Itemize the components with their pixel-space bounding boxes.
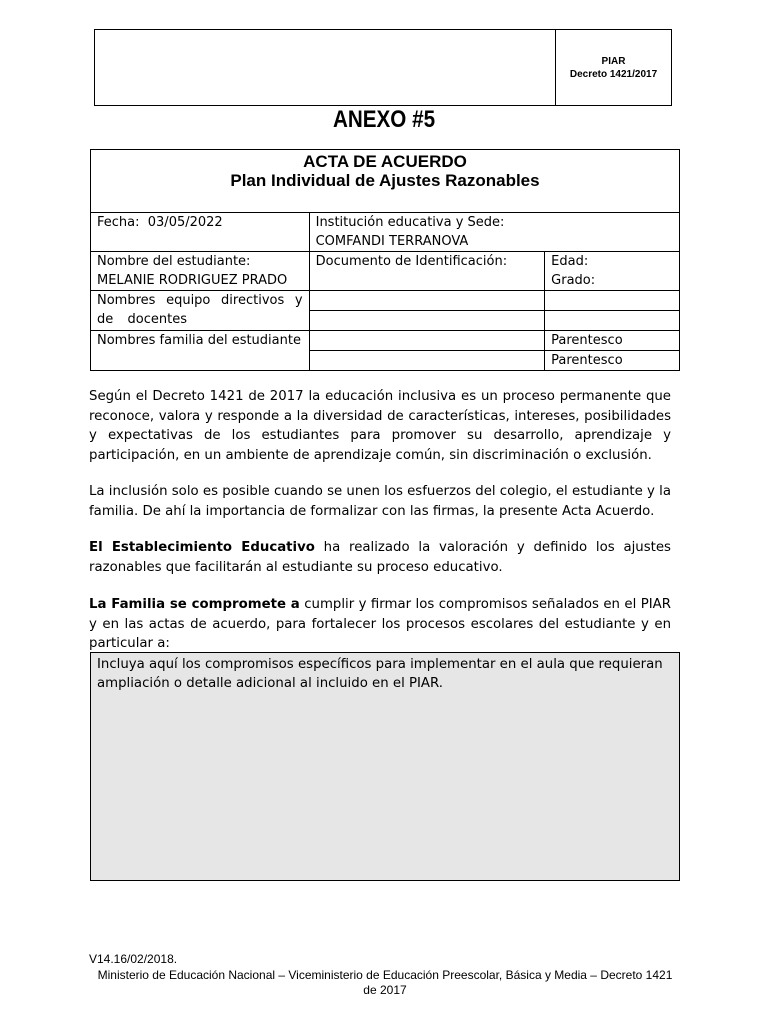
annex-title: ANEXO #5 [332,106,436,133]
parentesco-cell-2 [545,351,680,371]
familia-name-1 [309,331,545,351]
estudiante-cell [91,252,310,291]
equipo-cell [91,291,310,331]
establecimiento-text: ha realizado la valoración y definido los ajustes razonables que facilitarán al estudiante su proceso educativo. [89,540,671,575]
fecha-cell [91,213,310,252]
document-header [94,29,672,106]
edad-grado-cell [545,252,680,291]
commitments-box[interactable] [90,652,680,881]
grado-label: Grado: [551,273,596,288]
documento-cell [309,252,545,291]
footer-ministry: Ministerio de Educación Nacional – Viceministerio de Educación Preescolar, Básica y Media – Decreto 1421 de 2017 [97,968,673,997]
estudiante-value: MELANIE RODRIGUEZ PRADO [97,273,288,288]
equipo-name-1 [309,291,545,311]
program-name: PIAR [601,55,626,67]
acta-title-cell [91,150,680,213]
header-logo-area [95,30,555,105]
institucion-value: COMFANDI TERRANOVA [315,234,469,249]
version-label: V14.16/02/2018. [89,952,178,966]
edad-label: Edad: [551,254,589,269]
equipo-role-1 [545,291,680,311]
acta-table [90,149,680,371]
equipo-label-line1: Nombres equipo directivos y [97,293,303,308]
fecha-value: 03/05/2022 [147,215,223,230]
familia-name-2 [309,351,545,371]
commitments-text: Incluya aquí los compromisos específicos para implementar en el aula que requieran ampliación o detalle adicional al incluido en el PIAR. [97,657,663,691]
familia-bold: La Familia se compromete a [89,597,300,612]
familia-cell [91,331,310,371]
decree-reference: Decreto 1421/2017 [569,68,658,80]
equipo-label-line2: de docentes [97,312,187,327]
intro-paragraph: Según el Decreto 1421 de 2017 la educación inclusiva es un proceso permanente que reconoce, valora y responde a la diversidad de características, intereses, posibilidades y expectativas de los estudiantes para promover su desarrollo, aprendizaje y participación, en un ambiente de aprendizaje común, sin discriminación o exclusión. [89,389,671,463]
equipo-role-2 [545,311,680,331]
familia-text: cumplir y firmar los compromisos señalados en el PIAR y en las actas de acuerdo, para fortalecer los procesos escolares del estudiante y en particular a: [89,597,671,651]
header-program-cell [555,30,671,105]
establecimiento-bold: El Establecimiento Educativo [89,540,315,555]
fecha-label: Fecha: [97,215,140,230]
familia-paragraph [89,595,671,654]
documento-label: Documento de Identificación: [315,254,508,269]
establecimiento-paragraph [89,538,671,577]
acta-title: ACTA DE ACUERDO [303,152,467,171]
acta-subtitle: Plan Individual de Ajustes Razonables [230,171,540,190]
parentesco-label-1: Parentesco [551,333,623,348]
familia-label: Nombres familia del estudiante [97,333,301,348]
parentesco-label-2: Parentesco [551,353,623,368]
equipo-name-2 [309,311,545,331]
inclusion-paragraph: La inclusión solo es posible cuando se unen los esfuerzos del colegio, el estudiante y la familia. De ahí la importancia de formalizar con las firmas, la presente Acta Acuerdo. [89,484,671,519]
parentesco-cell-1 [545,331,680,351]
institucion-cell [309,213,679,252]
estudiante-label: Nombre del estudiante: [97,254,251,269]
institucion-label: Institución educativa y Sede: [315,215,505,230]
